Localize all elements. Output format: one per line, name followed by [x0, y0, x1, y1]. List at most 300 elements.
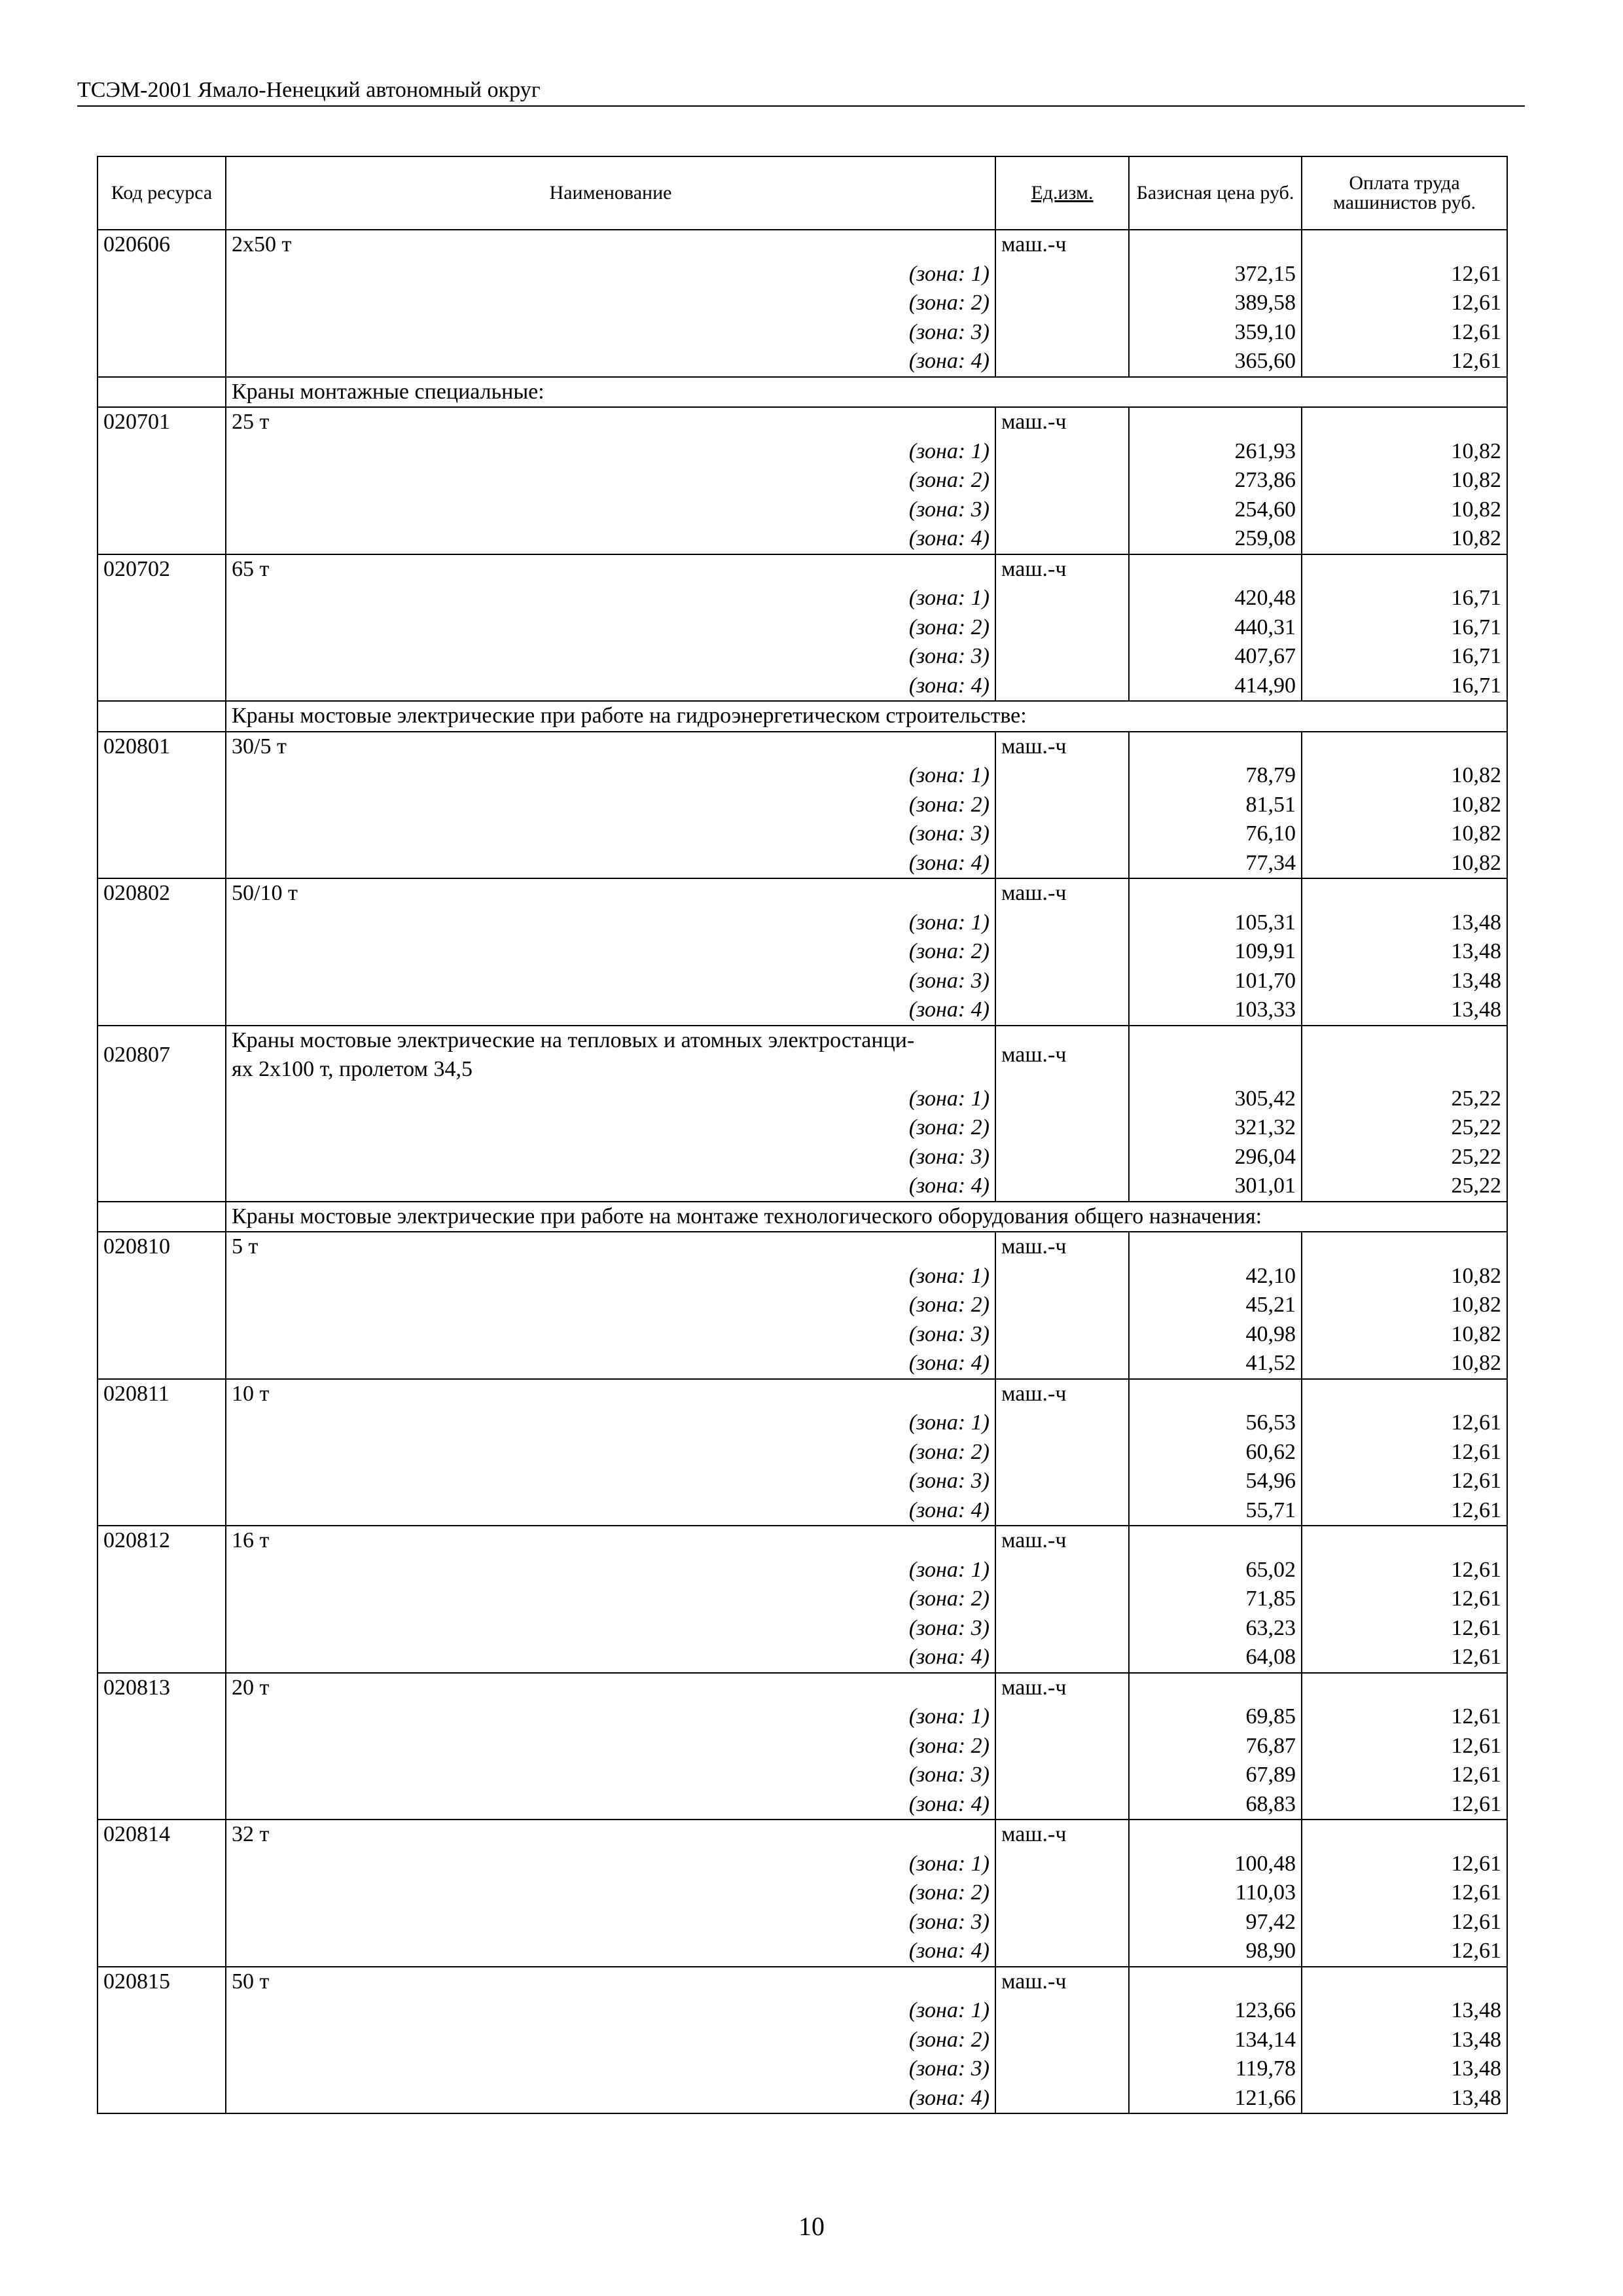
wage-cell	[1302, 1026, 1507, 1085]
machinist-wage: 10,82	[1302, 849, 1507, 879]
zone-unit-cell	[995, 849, 1129, 879]
machinist-wage: 16,71	[1302, 672, 1507, 702]
zone-unit-cell	[995, 466, 1129, 495]
zone-label: (зона: 2)	[226, 937, 995, 967]
base-price: 97,42	[1129, 1908, 1302, 1937]
zone-row	[98, 1349, 1507, 1379]
zone-label: (зона: 2)	[226, 791, 995, 820]
base-price: 100,48	[1129, 1850, 1302, 1879]
wage-cell	[1302, 1379, 1507, 1409]
wage-cell	[1302, 1526, 1507, 1556]
resource-code: 020811	[98, 1379, 226, 1409]
price-table	[97, 156, 1508, 2114]
zone-label: (зона: 2)	[226, 1291, 995, 1320]
machinist-wage: 13,48	[1302, 1996, 1507, 2026]
machinist-wage: 10,82	[1302, 495, 1507, 525]
zone-label: (зона: 2)	[226, 1438, 995, 1467]
zone-code-cell	[98, 908, 226, 938]
zone-unit-cell	[995, 1172, 1129, 1202]
zone-row	[98, 437, 1507, 467]
zone-label: (зона: 1)	[226, 1408, 995, 1438]
zone-code-cell	[98, 1790, 226, 1820]
zone-row	[98, 1556, 1507, 1585]
base-price: 109,91	[1129, 937, 1302, 967]
zone-row	[98, 642, 1507, 672]
resource-name: 50 т	[226, 1967, 995, 1997]
zone-code-cell	[98, 791, 226, 820]
zone-row	[98, 967, 1507, 996]
machinist-wage: 25,22	[1302, 1143, 1507, 1172]
zone-row	[98, 1790, 1507, 1820]
zone-code-cell	[98, 1761, 226, 1790]
resource-name	[226, 1026, 995, 1085]
machinist-wage: 13,48	[1302, 908, 1507, 938]
price-cell	[1129, 1673, 1302, 1703]
zone-row	[98, 819, 1507, 849]
price-cell	[1129, 1232, 1302, 1262]
group-code-cell	[98, 1202, 226, 1232]
machinist-wage: 12,61	[1302, 289, 1507, 318]
machinist-wage: 12,61	[1302, 1878, 1507, 1908]
zone-label: (зона: 4)	[226, 1349, 995, 1379]
zone-unit-cell	[995, 1878, 1129, 1908]
resource-code: 020802	[98, 878, 226, 908]
machinist-wage: 10,82	[1302, 1262, 1507, 1291]
zone-unit-cell	[995, 1438, 1129, 1467]
zone-unit-cell	[995, 908, 1129, 938]
zone-row	[98, 2054, 1507, 2084]
price-cell	[1129, 1026, 1302, 1085]
zone-code-cell	[98, 1467, 226, 1496]
base-price: 407,67	[1129, 642, 1302, 672]
column-header-unit: Ед.изм.	[995, 156, 1129, 230]
zone-code-cell	[98, 761, 226, 791]
base-price: 56,53	[1129, 1408, 1302, 1438]
resource-row	[98, 1026, 1507, 1085]
zone-row	[98, 318, 1507, 348]
base-price: 64,08	[1129, 1643, 1302, 1673]
base-price: 76,10	[1129, 819, 1302, 849]
base-price: 65,02	[1129, 1556, 1302, 1585]
zone-label: (зона: 3)	[226, 1761, 995, 1790]
resource-row	[98, 1820, 1507, 1850]
zone-label: (зона: 4)	[226, 1496, 995, 1526]
zone-label: (зона: 3)	[226, 1143, 995, 1172]
machinist-wage: 16,71	[1302, 584, 1507, 613]
machinist-wage: 12,61	[1302, 1761, 1507, 1790]
zone-label: (зона: 4)	[226, 1790, 995, 1820]
resource-row	[98, 1379, 1507, 1409]
zone-row	[98, 791, 1507, 820]
base-price: 76,87	[1129, 1732, 1302, 1761]
zone-row	[98, 2026, 1507, 2055]
resource-name: 32 т	[226, 1820, 995, 1850]
zone-unit-cell	[995, 1556, 1129, 1585]
zone-label: (зона: 4)	[226, 849, 995, 879]
zone-code-cell	[98, 1908, 226, 1937]
base-price: 78,79	[1129, 761, 1302, 791]
zone-row	[98, 849, 1507, 879]
machinist-wage: 12,61	[1302, 1702, 1507, 1732]
zone-row	[98, 1143, 1507, 1172]
zone-unit-cell	[995, 1790, 1129, 1820]
zone-label: (зона: 1)	[226, 1556, 995, 1585]
wage-cell	[1302, 1820, 1507, 1850]
base-price: 81,51	[1129, 791, 1302, 820]
unit-cell: маш.-ч	[995, 1967, 1129, 1997]
table-body	[98, 230, 1507, 2113]
machinist-wage: 12,61	[1302, 1467, 1507, 1496]
group-code-cell	[98, 701, 226, 732]
wage-cell	[1302, 1232, 1507, 1262]
resource-name: 30/5 т	[226, 732, 995, 762]
zone-code-cell	[98, 642, 226, 672]
base-price: 54,96	[1129, 1467, 1302, 1496]
zone-code-cell	[98, 1614, 226, 1643]
base-price: 105,31	[1129, 908, 1302, 938]
base-price: 296,04	[1129, 1143, 1302, 1172]
wage-cell	[1302, 1673, 1507, 1703]
resource-name: 16 т	[226, 1526, 995, 1556]
base-price: 98,90	[1129, 1937, 1302, 1967]
resource-row	[98, 878, 1507, 908]
resource-name: 25 т	[226, 407, 995, 437]
resource-name-line-1: Краны мостовые электрические на тепловых и атомных электростанци-	[232, 1028, 915, 1052]
resource-code: 020807	[98, 1026, 226, 1085]
unit-cell: маш.-ч	[995, 1526, 1129, 1556]
resource-code: 020810	[98, 1232, 226, 1262]
price-cell	[1129, 554, 1302, 584]
zone-label: (зона: 4)	[226, 2084, 995, 2114]
base-price: 110,03	[1129, 1878, 1302, 1908]
machinist-wage: 12,61	[1302, 1438, 1507, 1467]
zone-unit-cell	[995, 289, 1129, 318]
wage-cell	[1302, 732, 1507, 762]
zone-row	[98, 1908, 1507, 1937]
zone-row	[98, 1467, 1507, 1496]
base-price: 305,42	[1129, 1085, 1302, 1114]
group-title: Краны мостовые электрические при работе на монтаже технологического оборудования общего назначения:	[226, 1202, 1507, 1232]
resource-name: 50/10 т	[226, 878, 995, 908]
zone-label: (зона: 1)	[226, 761, 995, 791]
zone-row	[98, 289, 1507, 318]
zone-label: (зона: 2)	[226, 1113, 995, 1143]
zone-row	[98, 260, 1507, 289]
zone-unit-cell	[995, 819, 1129, 849]
group-heading-row	[98, 377, 1507, 408]
resource-code: 020814	[98, 1820, 226, 1850]
base-price: 254,60	[1129, 495, 1302, 525]
machinist-wage: 12,61	[1302, 1790, 1507, 1820]
running-header: ТСЭМ-2001 Ямало-Ненецкий автономный округ	[77, 78, 541, 102]
zone-label: (зона: 4)	[226, 672, 995, 702]
group-code-cell	[98, 377, 226, 408]
base-price: 63,23	[1129, 1614, 1302, 1643]
base-price: 71,85	[1129, 1585, 1302, 1614]
zone-label: (зона: 2)	[226, 2026, 995, 2055]
header-rule	[77, 105, 1525, 107]
zone-row	[98, 1438, 1507, 1467]
zone-label: (зона: 1)	[226, 1850, 995, 1879]
zone-code-cell	[98, 1113, 226, 1143]
zone-unit-cell	[995, 672, 1129, 702]
zone-label: (зона: 2)	[226, 466, 995, 495]
wage-cell	[1302, 407, 1507, 437]
resource-row	[98, 554, 1507, 584]
zone-code-cell	[98, 318, 226, 348]
zone-label: (зона: 4)	[226, 1172, 995, 1202]
resource-row	[98, 407, 1507, 437]
zone-code-cell	[98, 2054, 226, 2084]
base-price: 365,60	[1129, 347, 1302, 377]
resource-code: 020815	[98, 1967, 226, 1997]
price-cell	[1129, 1526, 1302, 1556]
price-cell	[1129, 1379, 1302, 1409]
zone-code-cell	[98, 849, 226, 879]
resource-name: 20 т	[226, 1673, 995, 1703]
resource-name: 65 т	[226, 554, 995, 584]
wage-cell	[1302, 1967, 1507, 1997]
zone-code-cell	[98, 1878, 226, 1908]
base-price: 101,70	[1129, 967, 1302, 996]
zone-row	[98, 1761, 1507, 1790]
zone-label: (зона: 1)	[226, 437, 995, 467]
zone-unit-cell	[995, 1761, 1129, 1790]
zone-label: (зона: 3)	[226, 1614, 995, 1643]
base-price: 259,08	[1129, 524, 1302, 554]
base-price: 40,98	[1129, 1320, 1302, 1350]
machinist-wage: 10,82	[1302, 1291, 1507, 1320]
zone-row	[98, 1850, 1507, 1879]
zone-code-cell	[98, 937, 226, 967]
base-price: 301,01	[1129, 1172, 1302, 1202]
zone-unit-cell	[995, 1467, 1129, 1496]
machinist-wage: 10,82	[1302, 437, 1507, 467]
zone-label: (зона: 3)	[226, 819, 995, 849]
base-price: 123,66	[1129, 1996, 1302, 2026]
machinist-wage: 16,71	[1302, 642, 1507, 672]
zone-unit-cell	[995, 2054, 1129, 2084]
resource-name: 2х50 т	[226, 230, 995, 260]
zone-row	[98, 1702, 1507, 1732]
unit-cell: маш.-ч	[995, 1673, 1129, 1703]
zone-unit-cell	[995, 1996, 1129, 2026]
zone-code-cell	[98, 1643, 226, 1673]
price-cell	[1129, 1820, 1302, 1850]
zone-row	[98, 1085, 1507, 1114]
zone-row	[98, 1172, 1507, 1202]
zone-label: (зона: 3)	[226, 495, 995, 525]
base-price: 414,90	[1129, 672, 1302, 702]
zone-label: (зона: 3)	[226, 1320, 995, 1350]
zone-label: (зона: 3)	[226, 318, 995, 348]
zone-row	[98, 1113, 1507, 1143]
zone-unit-cell	[995, 761, 1129, 791]
base-price: 372,15	[1129, 260, 1302, 289]
table-header	[98, 156, 1507, 230]
zone-row	[98, 1614, 1507, 1643]
machinist-wage: 10,82	[1302, 1349, 1507, 1379]
zone-unit-cell	[995, 1262, 1129, 1291]
machinist-wage: 12,61	[1302, 1643, 1507, 1673]
zone-label: (зона: 4)	[226, 1643, 995, 1673]
zone-label: (зона: 3)	[226, 642, 995, 672]
zone-unit-cell	[995, 2084, 1129, 2114]
zone-code-cell	[98, 1996, 226, 2026]
resource-code: 020606	[98, 230, 226, 260]
zone-unit-cell	[995, 967, 1129, 996]
zone-unit-cell	[995, 1585, 1129, 1614]
resource-name-line-2: ях 2х100 т, пролетом 34,5	[232, 1057, 473, 1081]
zone-code-cell	[98, 672, 226, 702]
zone-unit-cell	[995, 613, 1129, 643]
wage-cell	[1302, 554, 1507, 584]
zone-row	[98, 1262, 1507, 1291]
zone-label: (зона: 2)	[226, 1732, 995, 1761]
unit-cell: маш.-ч	[995, 230, 1129, 260]
machinist-wage: 12,61	[1302, 347, 1507, 377]
zone-row	[98, 1320, 1507, 1350]
zone-unit-cell	[995, 642, 1129, 672]
zone-label: (зона: 1)	[226, 1702, 995, 1732]
zone-row	[98, 347, 1507, 377]
machinist-wage: 10,82	[1302, 1320, 1507, 1350]
zone-code-cell	[98, 437, 226, 467]
resource-row	[98, 732, 1507, 762]
zone-unit-cell	[995, 437, 1129, 467]
zone-code-cell	[98, 1438, 226, 1467]
resource-row	[98, 1526, 1507, 1556]
zone-label: (зона: 1)	[226, 908, 995, 938]
base-price: 103,33	[1129, 996, 1302, 1026]
machinist-wage: 13,48	[1302, 967, 1507, 996]
zone-code-cell	[98, 1291, 226, 1320]
base-price: 420,48	[1129, 584, 1302, 613]
zone-code-cell	[98, 289, 226, 318]
zone-label: (зона: 3)	[226, 1467, 995, 1496]
zone-label: (зона: 3)	[226, 967, 995, 996]
base-price: 55,71	[1129, 1496, 1302, 1526]
zone-label: (зона: 4)	[226, 347, 995, 377]
column-header-code: Код ресурса	[98, 156, 226, 230]
base-price: 77,34	[1129, 849, 1302, 879]
column-header-wage: Оплата труда машинистов руб.	[1302, 156, 1507, 230]
zone-code-cell	[98, 1262, 226, 1291]
zone-unit-cell	[995, 1320, 1129, 1350]
machinist-wage: 13,48	[1302, 937, 1507, 967]
base-price: 261,93	[1129, 437, 1302, 467]
zone-code-cell	[98, 260, 226, 289]
zone-code-cell	[98, 524, 226, 554]
zone-label: (зона: 4)	[226, 524, 995, 554]
zone-row	[98, 524, 1507, 554]
machinist-wage: 13,48	[1302, 996, 1507, 1026]
group-heading-row	[98, 1202, 1507, 1232]
base-price: 41,52	[1129, 1349, 1302, 1379]
unit-cell: маш.-ч	[995, 732, 1129, 762]
zone-label: (зона: 3)	[226, 1908, 995, 1937]
zone-row	[98, 2084, 1507, 2114]
resource-code: 020812	[98, 1526, 226, 1556]
zone-code-cell	[98, 2084, 226, 2114]
resource-code: 020813	[98, 1673, 226, 1703]
zone-row	[98, 1732, 1507, 1761]
group-heading-row	[98, 701, 1507, 732]
zone-code-cell	[98, 347, 226, 377]
machinist-wage: 12,61	[1302, 1585, 1507, 1614]
column-header-price: Базисная цена руб.	[1129, 156, 1302, 230]
base-price: 68,83	[1129, 1790, 1302, 1820]
zone-row	[98, 908, 1507, 938]
group-title: Краны мостовые электрические при работе на гидроэнергетическом строительстве:	[226, 701, 1507, 732]
zone-code-cell	[98, 1085, 226, 1114]
zone-unit-cell	[995, 524, 1129, 554]
zone-row	[98, 1496, 1507, 1526]
zone-code-cell	[98, 1143, 226, 1172]
base-price: 67,89	[1129, 1761, 1302, 1790]
zone-unit-cell	[995, 1643, 1129, 1673]
machinist-wage: 12,61	[1302, 1408, 1507, 1438]
machinist-wage: 10,82	[1302, 466, 1507, 495]
zone-unit-cell	[995, 1937, 1129, 1967]
machinist-wage: 25,22	[1302, 1172, 1507, 1202]
zone-label: (зона: 2)	[226, 1878, 995, 1908]
machinist-wage: 10,82	[1302, 791, 1507, 820]
zone-code-cell	[98, 1349, 226, 1379]
zone-unit-cell	[995, 1732, 1129, 1761]
unit-cell: маш.-ч	[995, 1820, 1129, 1850]
resource-row	[98, 1232, 1507, 1262]
zone-code-cell	[98, 2026, 226, 2055]
resource-code: 020801	[98, 732, 226, 762]
machinist-wage: 13,48	[1302, 2054, 1507, 2084]
zone-code-cell	[98, 996, 226, 1026]
zone-label: (зона: 2)	[226, 613, 995, 643]
price-cell	[1129, 878, 1302, 908]
group-title: Краны монтажные специальные:	[226, 377, 1507, 408]
resource-code: 020701	[98, 407, 226, 437]
zone-unit-cell	[995, 1291, 1129, 1320]
machinist-wage: 12,61	[1302, 318, 1507, 348]
unit-cell: маш.-ч	[995, 1026, 1129, 1085]
machinist-wage: 25,22	[1302, 1113, 1507, 1143]
zone-code-cell	[98, 466, 226, 495]
machinist-wage: 12,61	[1302, 1937, 1507, 1967]
zone-row	[98, 584, 1507, 613]
base-price: 134,14	[1129, 2026, 1302, 2055]
unit-cell: маш.-ч	[995, 1232, 1129, 1262]
machinist-wage: 10,82	[1302, 819, 1507, 849]
machinist-wage: 10,82	[1302, 524, 1507, 554]
price-cell	[1129, 1967, 1302, 1997]
base-price: 119,78	[1129, 2054, 1302, 2084]
zone-row	[98, 466, 1507, 495]
machinist-wage: 12,61	[1302, 1850, 1507, 1879]
zone-unit-cell	[995, 2026, 1129, 2055]
unit-cell: маш.-ч	[995, 1379, 1129, 1409]
machinist-wage: 12,61	[1302, 1732, 1507, 1761]
base-price: 42,10	[1129, 1262, 1302, 1291]
zone-code-cell	[98, 819, 226, 849]
zone-unit-cell	[995, 1850, 1129, 1879]
zone-unit-cell	[995, 1702, 1129, 1732]
zone-code-cell	[98, 1320, 226, 1350]
zone-unit-cell	[995, 347, 1129, 377]
zone-code-cell	[98, 584, 226, 613]
zone-unit-cell	[995, 495, 1129, 525]
machinist-wage: 10,82	[1302, 761, 1507, 791]
zone-row	[98, 996, 1507, 1026]
